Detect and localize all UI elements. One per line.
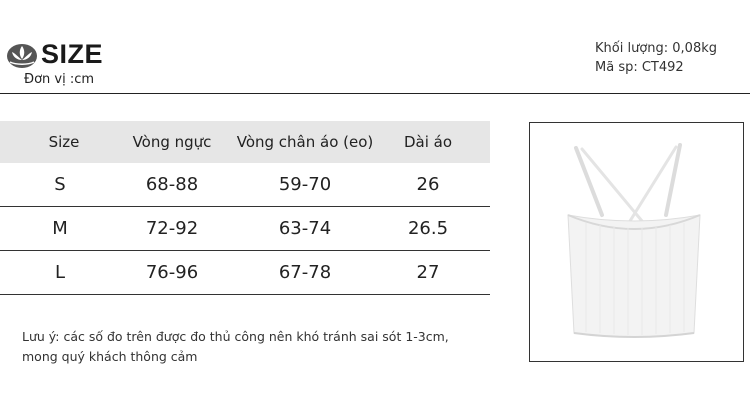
size-table bbox=[0, 121, 490, 295]
cell-chest: 68-88 bbox=[145, 174, 199, 195]
table-row bbox=[0, 251, 490, 295]
header-chest: Vòng ngực bbox=[132, 133, 212, 151]
cell-size: M bbox=[52, 218, 68, 239]
cell-waist: 63-74 bbox=[278, 218, 332, 239]
page-title: SIZE bbox=[41, 39, 104, 69]
header-divider bbox=[0, 93, 750, 94]
note-line-2: mong quý khách thông cảm bbox=[22, 349, 198, 364]
table-header bbox=[0, 121, 490, 163]
cell-size: S bbox=[54, 174, 66, 195]
cell-length: 26.5 bbox=[407, 218, 449, 239]
cell-chest: 72-92 bbox=[145, 218, 199, 239]
unit-label: Đơn vị :cm bbox=[24, 72, 95, 87]
table-row bbox=[0, 163, 490, 207]
cell-waist: 59-70 bbox=[278, 174, 332, 195]
lotus-icon bbox=[6, 41, 38, 69]
cell-waist: 67-78 bbox=[278, 262, 332, 283]
cell-size: L bbox=[54, 262, 66, 283]
cell-chest: 76-96 bbox=[145, 262, 199, 283]
sku-label: Mã sp: CT492 bbox=[595, 60, 684, 75]
white-crop-top-icon bbox=[530, 123, 743, 361]
header-length: Dài áo bbox=[403, 133, 453, 151]
cell-length: 27 bbox=[416, 262, 440, 283]
table-row bbox=[0, 207, 490, 251]
header-size: Size bbox=[48, 133, 80, 151]
header-waist: Vòng chân áo (eo) bbox=[236, 133, 374, 151]
cell-length: 26 bbox=[416, 174, 440, 195]
note-line-1: Lưu ý: các số đo trên được đo thủ công nên khó tránh sai sót 1-3cm, bbox=[22, 329, 449, 344]
product-meta bbox=[595, 39, 717, 77]
weight-label: Khối lượng: 0,08kg bbox=[595, 41, 717, 56]
product-image bbox=[529, 122, 744, 362]
measurement-note bbox=[22, 327, 512, 367]
